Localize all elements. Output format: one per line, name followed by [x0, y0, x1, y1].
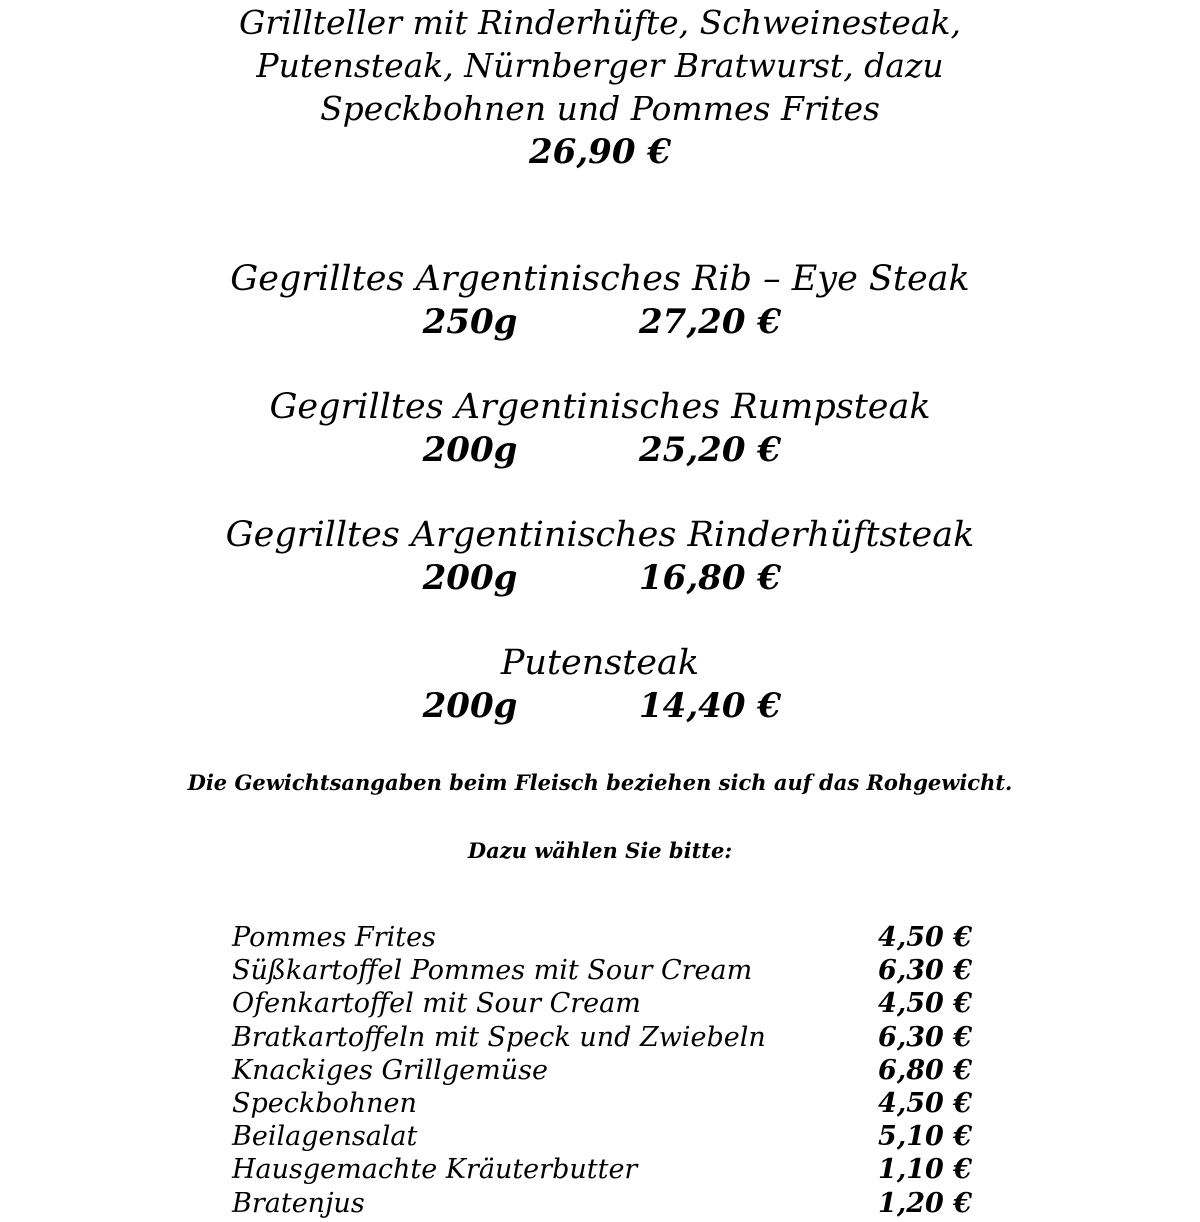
side-price: 4,50 €: [878, 922, 972, 953]
steak-weight: 200g: [422, 686, 518, 726]
list-item: [232, 1020, 972, 1053]
list-item: [232, 953, 972, 986]
steak-row-putensteak: [0, 685, 1200, 727]
list-item: [232, 1186, 972, 1219]
side-price: 6,80 €: [878, 1054, 972, 1086]
list-item: [232, 1086, 972, 1119]
steak-name-putensteak: Putensteak: [500, 643, 700, 683]
side-name: Speckbohnen: [232, 1087, 417, 1119]
steak-row-rib-eye: [0, 301, 1200, 343]
side-name: Hausgemachte Kräuterbutter: [232, 1154, 638, 1186]
side-name: Süßkartoffel Pommes mit Sour Cream: [232, 955, 753, 987]
steak-name-rumpsteak: Gegrilltes Argentinisches Rumpsteak: [269, 387, 931, 427]
side-name: Knackiges Grillgemüse: [232, 1054, 548, 1086]
steak-row-rumpsteak: [0, 429, 1200, 471]
side-price: 5,10 €: [878, 1121, 972, 1153]
weight-note: Die Gewichtsangaben beim Fleisch beziehen sich auf das Rohgewicht.: [187, 770, 1013, 795]
side-price: 4,50 €: [878, 988, 972, 1020]
steak-name-rib-eye: Gegrilltes Argentinisches Rib – Eye Steak: [230, 259, 970, 299]
side-name: Bratenjus: [232, 1187, 365, 1219]
steak-name-rinderhueftsteak: Gegrilltes Argentinisches Rinderhüftsteak: [225, 515, 975, 555]
list-item: [232, 920, 972, 953]
steak-weight: 200g: [422, 558, 518, 598]
side-price: 1,10 €: [878, 1154, 972, 1186]
side-price: 6,30 €: [878, 955, 972, 987]
steak-price: 25,20 €: [639, 430, 781, 470]
list-item: [232, 1119, 972, 1152]
sides-heading: Dazu wählen Sie bitte:: [467, 838, 733, 863]
platter-description-line-3: Speckbohnen und Pommes Frites: [320, 89, 880, 128]
side-name: Bratkartoffeln mit Speck und Zwiebeln: [232, 1021, 766, 1053]
steak-price: 14,40 €: [639, 686, 781, 726]
steak-weight: 250g: [422, 302, 518, 342]
sides-list: [232, 920, 972, 1219]
list-item: [232, 1152, 972, 1185]
steak-row-rinderhueftsteak: [0, 557, 1200, 599]
list-item: [232, 986, 972, 1019]
platter-description-line-1: Grillteller mit Rinderhüfte, Schweinesteak,: [238, 3, 961, 42]
side-name: Beilagensalat: [232, 1121, 418, 1153]
steak-weight: 200g: [422, 430, 518, 470]
steak-price: 27,20 €: [639, 302, 781, 342]
side-name: Ofenkartoffel mit Sour Cream: [232, 988, 641, 1020]
side-name: Pommes Frites: [232, 922, 436, 953]
steak-price: 16,80 €: [639, 558, 781, 598]
side-price: 6,30 €: [878, 1021, 972, 1053]
side-price: 1,20 €: [878, 1187, 972, 1219]
list-item: [232, 1053, 972, 1086]
platter-price: 26,90 €: [529, 132, 671, 172]
platter-description-line-2: Putensteak, Nürnberger Bratwurst, dazu: [256, 46, 944, 85]
side-price: 4,50 €: [878, 1087, 972, 1119]
